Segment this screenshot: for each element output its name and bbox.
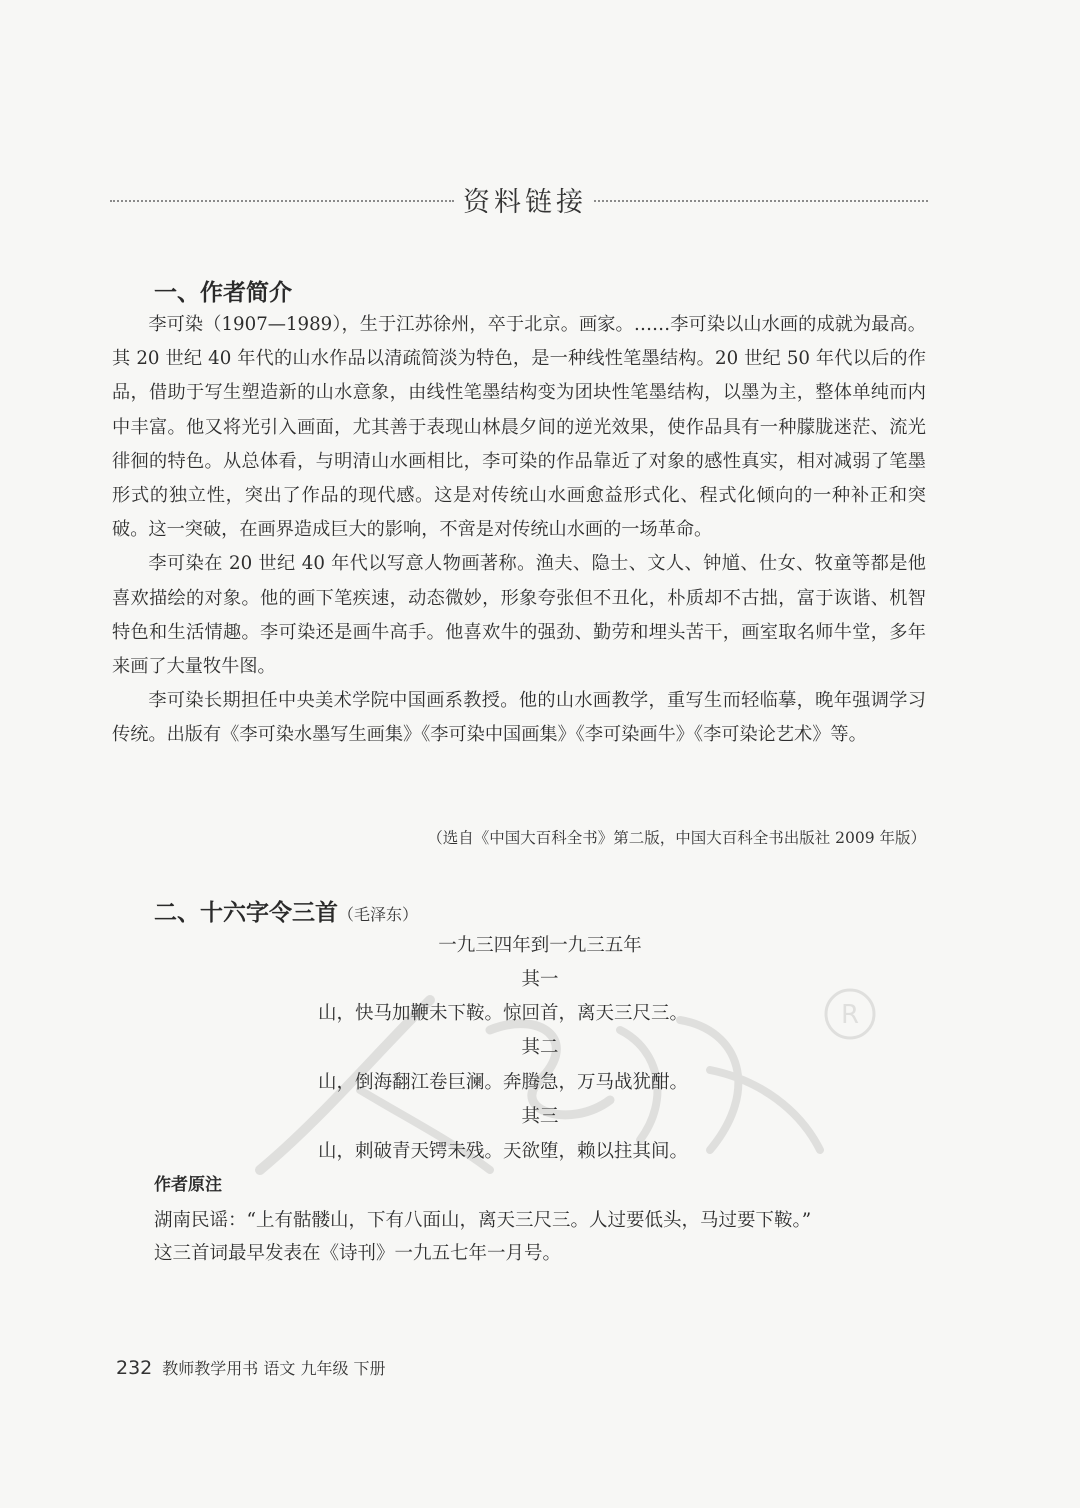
poem-verse: 山，快马加鞭未下鞍。惊回首，离天三尺三。 <box>318 1003 689 1024</box>
paragraph: 李可染（1907—1989），生于江苏徐州，卒于北京。画家。……李可染以山水画的成就为最高。其 20 世纪 40 年代的山水作品以清疏简淡为特色，是一种线性笔墨结构。20 世纪 50 年代以后的作品，借助于写生塑造新的山水意象，由线性笔墨结构变为团块性笔墨结构，以墨为主，整体单纯而内中丰富。他又将光引入画面，尤其善于表现山林晨夕间的逆光效果，使作品具有一种朦胧迷茫、流光徘徊的特色。从总体看，与明清山水画相比，李可染的作品靠近了对象的感性真实，相对减弱了笔墨形式的独立性，突出了作品的现代感。这是对传统山水画愈益形式化、程式化倾向的一种补正和突破。这一突破，在画界造成巨大的影响，不啻是对传统山水画的一场革命。 <box>112 314 926 541</box>
poem-verse: 山，倒海翻江卷巨澜。奔腾急，万马战犹酣。 <box>318 1072 689 1093</box>
svg-text:R: R <box>840 1000 860 1030</box>
section2-heading-author: （毛泽东） <box>338 905 419 924</box>
page-number: 232 <box>116 1357 153 1379</box>
author-note-line: 这三首词最早发表在《诗刊》一九五七年一月号。 <box>154 1243 562 1264</box>
poem-date-line: 一九三四年到一九三五年 <box>438 935 642 956</box>
section-banner <box>110 178 928 224</box>
section1-body <box>112 308 926 753</box>
section2-heading <box>154 894 418 927</box>
poem-title: 其二 <box>521 1037 559 1058</box>
source-citation: （选自《中国大百科全书》第二版，中国大百科全书出版社 2009 年版） <box>427 829 926 847</box>
book-title: 教师教学用书 语文 九年级 下册 <box>162 1359 386 1378</box>
banner-title: 资料链接 <box>463 187 587 218</box>
paragraph: 李可染长期担任中央美术学院中国画系教授。他的山水画教学，重写生而轻临摹，晚年强调学习传统。出版有《李可染水墨写生画集》《李可染中国画集》《李可染画牛》《李可染论艺术》等。 <box>112 690 926 746</box>
paragraph: 李可染在 20 世纪 40 年代以写意人物画著称。渔夫、隐士、文人、钟馗、仕女、牧童等都是他喜欢描绘的对象。他的画下笔疾速，动态微妙，形象夸张但不丑化，朴质却不古拙，富于诙谐、机智特色和生活情趣。李可染还是画牛高手。他喜欢牛的强劲、勤劳和埋头苦干，画室取名师牛堂，多年来画了大量牧牛图。 <box>112 553 926 678</box>
page-footer <box>116 1356 386 1379</box>
banner-dotted-rule-right <box>594 200 928 202</box>
section2-heading-title: 二、十六字令三首 <box>154 900 338 926</box>
section1-heading: 一、作者简介 <box>154 280 292 306</box>
poem-title: 其一 <box>521 969 559 990</box>
banner-dotted-rule-left <box>110 200 454 202</box>
author-note-title: 作者原注 <box>154 1175 222 1195</box>
author-note-line: 湖南民谣：“上有骷髅山，下有八面山，离天三尺三。人过要低头，马过要下鞍。” <box>154 1210 812 1231</box>
poem-verse: 山，刺破青天锷未残。天欲堕，赖以拄其间。 <box>318 1141 689 1162</box>
poem-title: 其三 <box>521 1106 559 1127</box>
